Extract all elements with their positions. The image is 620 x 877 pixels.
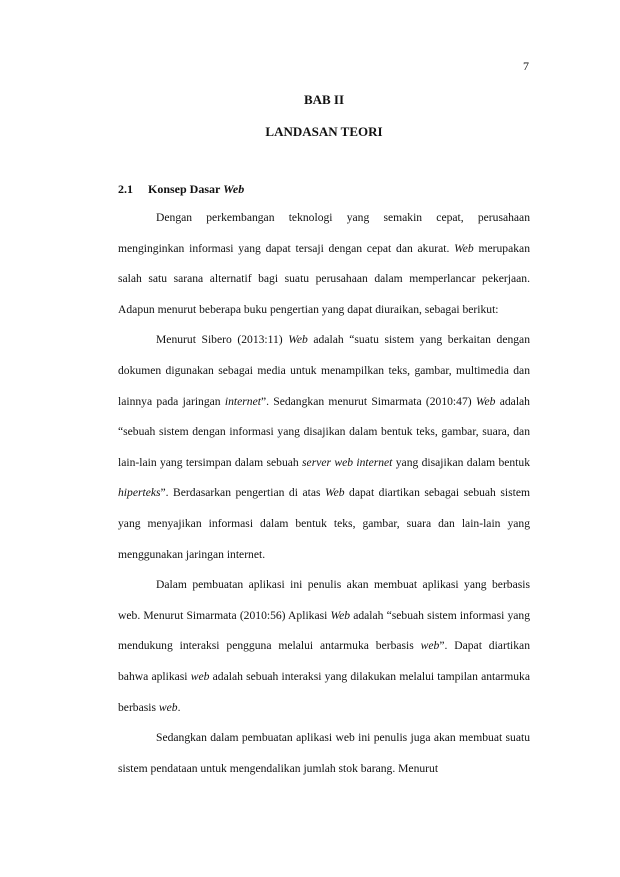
text-run: yang disajikan dalam bentuk <box>392 455 531 469</box>
text-run: Dengan perkembangan teknologi yang semakin cepat, perusahaan menginginkan informasi yang dapat tersaji dengan cepat dan akurat. <box>118 211 530 255</box>
italic-term: Web <box>325 486 345 500</box>
italic-term: hiperteks <box>118 486 161 500</box>
italic-term: web <box>190 669 210 683</box>
italic-term: server web internet <box>302 455 393 469</box>
italic-term: Web <box>288 333 308 347</box>
section-heading <box>118 182 244 197</box>
chapter-title: LANDASAN TEORI <box>265 124 383 139</box>
italic-term: Web <box>475 394 496 408</box>
italic-term: internet <box>224 394 261 408</box>
paragraph <box>118 723 530 784</box>
text-run: dapat diartikan sebagai sebuah sistem yang menyajikan informasi dalam bentuk teks, gambar, suara dan lain-lain yang menggunakan jaringan internet. <box>118 486 530 561</box>
section-title-italic: Web <box>223 182 245 196</box>
text-run: Sedangkan dalam pembuatan aplikasi web ini penulis juga akan membuat suatu sistem pendataan untuk mengendalikan jumlah stok barang. Menurut <box>118 731 530 775</box>
text-run: ”. Dapat diartikan bahwa aplikasi <box>118 639 530 683</box>
text-run: . <box>177 700 181 714</box>
italic-term: web <box>420 639 440 653</box>
chapter-heading: BAB II <box>303 92 345 107</box>
page-number: 7 <box>523 59 529 73</box>
text-run: ”. Berdasarkan pengertian di atas <box>160 486 325 500</box>
paragraph <box>118 325 530 570</box>
text-run: merupakan salah satu sarana alternatif bagi suatu perusahaan dalam memperlancar pekerjaan. Adapun menurut beberapa buku pengertian yang dapat diuraikan, sebagai berikut: <box>118 241 530 316</box>
body-text <box>118 203 530 784</box>
text-run: Dalam pembuatan aplikasi ini penulis akan membuat aplikasi yang berbasis web. Menurut Simarmata (2010:56) Aplikasi <box>118 578 530 622</box>
text-run: adalah sebuah interaksi yang dilakukan melalui tampilan antarmuka berbasis <box>118 669 531 714</box>
section-title: Konsep Dasar <box>148 182 224 196</box>
italic-term: Web <box>454 241 474 255</box>
paragraph <box>118 203 530 325</box>
text-run: adalah “sebuah sistem dengan informasi yang disajikan dalam bentuk teks, gambar, suara, dan lain-lain yang tersimpan dalam sebuah <box>118 394 530 469</box>
section-number: 2.1 <box>118 182 133 196</box>
text-run: adalah “suatu sistem yang berkaitan dengan dokumen digunakan sebagai media untuk menampilkan teks, gambar, multimedia dan lainnya pada jaringan <box>118 333 530 408</box>
text-run: adalah “sebuah sistem informasi yang mendukung interaksi pengguna melalui antarmuka berbasis <box>118 608 530 653</box>
text-run: ”. Sedangkan menurut Simarmata (2010:47) <box>260 394 476 408</box>
italic-term: web <box>158 700 178 714</box>
italic-term: Web <box>330 608 351 622</box>
text-run: Menurut Sibero (2013:11) <box>156 333 289 347</box>
paragraph <box>118 570 530 723</box>
